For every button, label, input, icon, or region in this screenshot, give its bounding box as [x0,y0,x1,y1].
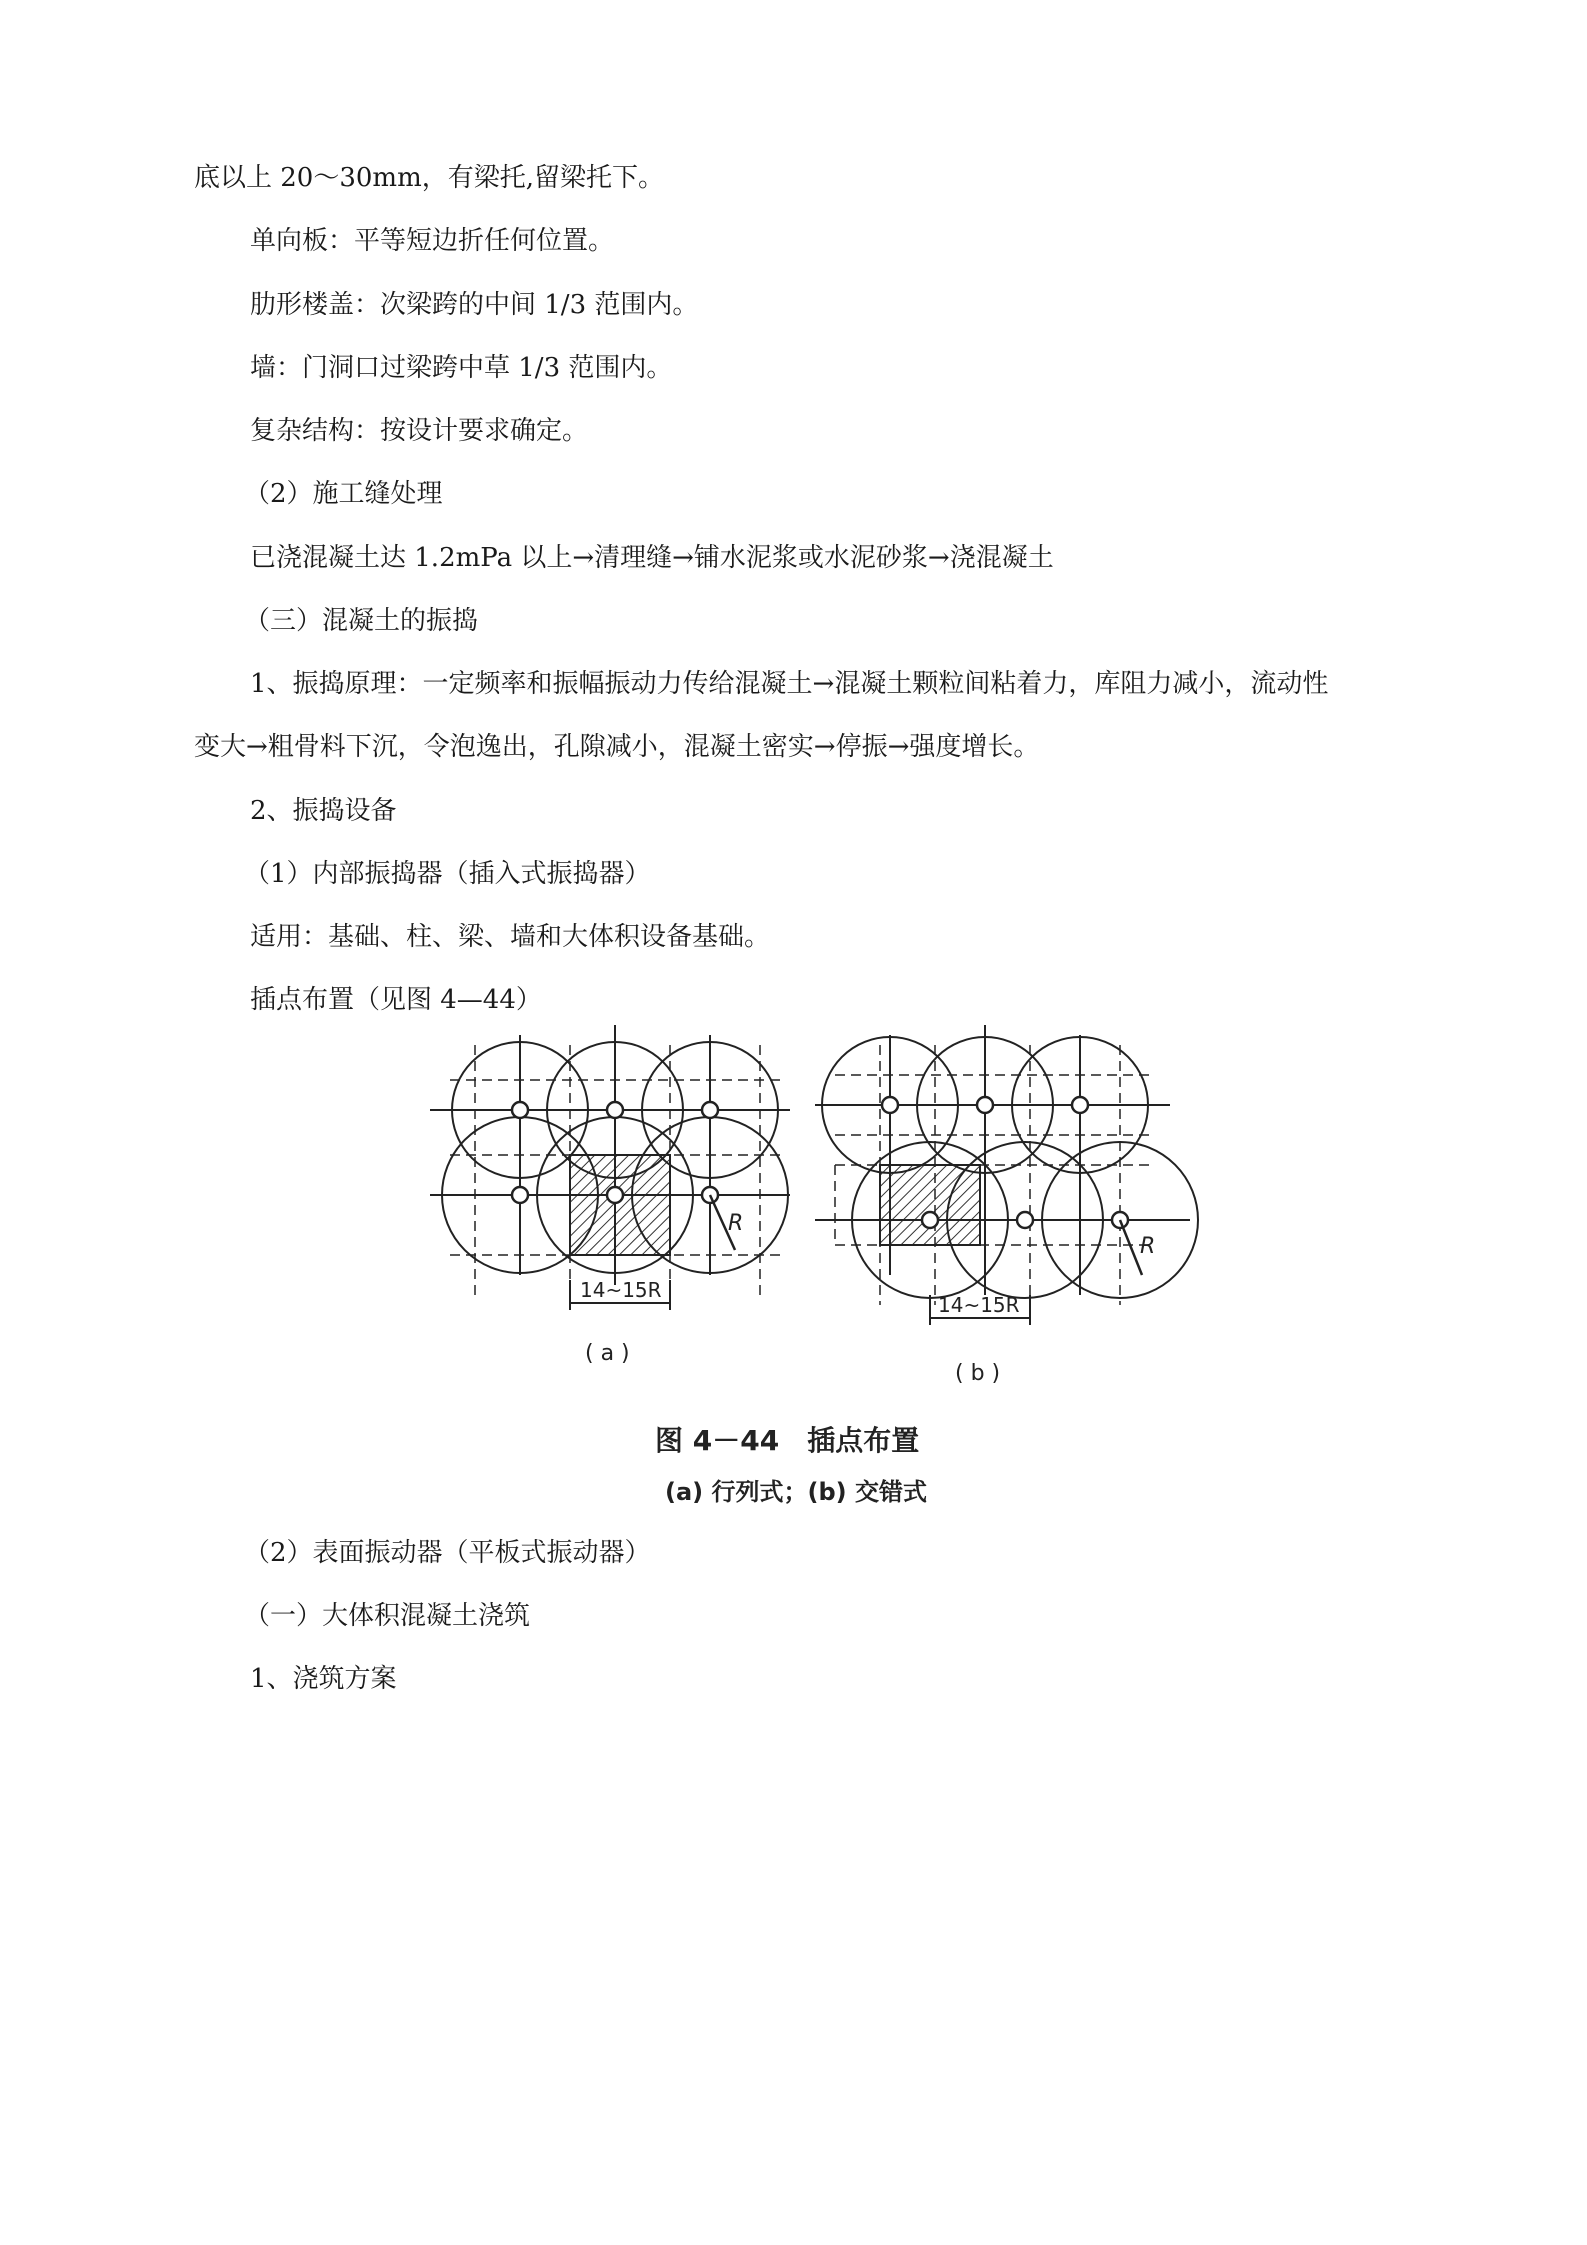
line-14: 插点布置（见图 4—44） [250,985,542,1015]
line-11: 2、振捣设备 [250,796,397,826]
line-13: 适用：基础、柱、梁、墙和大体积设备基础。 [250,922,771,952]
sublabel-b: ( b ) [955,1361,1001,1386]
line-17: 1、浇筑方案 [250,1664,397,1694]
line-16: （一）大体积混凝土浇筑 [244,1601,531,1631]
line-3: 肋形楼盖：次梁跨的中间 1/3 范围内。 [250,290,699,320]
radius-label-a: R [728,1211,744,1236]
line-4: 墙：门洞口过梁跨中草 1/3 范围内。 [250,353,673,383]
line-7: 已浇混凝土达 1.2mPa 以上→清理缝→铺水泥浆或水泥砂浆→浇混凝土 [250,543,1054,573]
line-1: 底以上 20～30mm，有梁托,留梁托下。 [194,163,665,193]
figure-insertion-points [430,1025,1200,1525]
hatched-area-b [880,1165,980,1245]
dimension-label-a: 14~15R [580,1278,662,1302]
diagram-b [815,1025,1198,1325]
figure-caption: 图 4－44 插点布置 [655,1424,920,1457]
radius-label-b: R [1140,1234,1156,1259]
line-2: 单向板：平等短边折任何位置。 [250,226,615,256]
line-5: 复杂结构：按设计要求确定。 [250,416,589,446]
line-12: （1）内部振捣器（插入式振捣器） [244,859,651,889]
line-6: （2）施工缝处理 [244,479,443,509]
dimension-label-b: 14~15R [938,1293,1020,1317]
diagram-a [430,1025,790,1310]
figure-subcaption: (a) 行列式；(b) 交错式 [665,1478,927,1506]
line-8: （三）混凝土的振捣 [244,606,479,636]
line-9: 1、振捣原理：一定频率和振幅振动力传给混凝土→混凝土颗粒间粘着力，库阻力减小，流动性 [250,669,1329,699]
sublabel-a: ( a ) [585,1341,630,1366]
line-10: 变大→粗骨料下沉，令泡逸出，孔隙减小，混凝土密实→停振→强度增长。 [194,732,1040,762]
line-15: （2）表面振动器（平板式振动器） [244,1538,651,1568]
